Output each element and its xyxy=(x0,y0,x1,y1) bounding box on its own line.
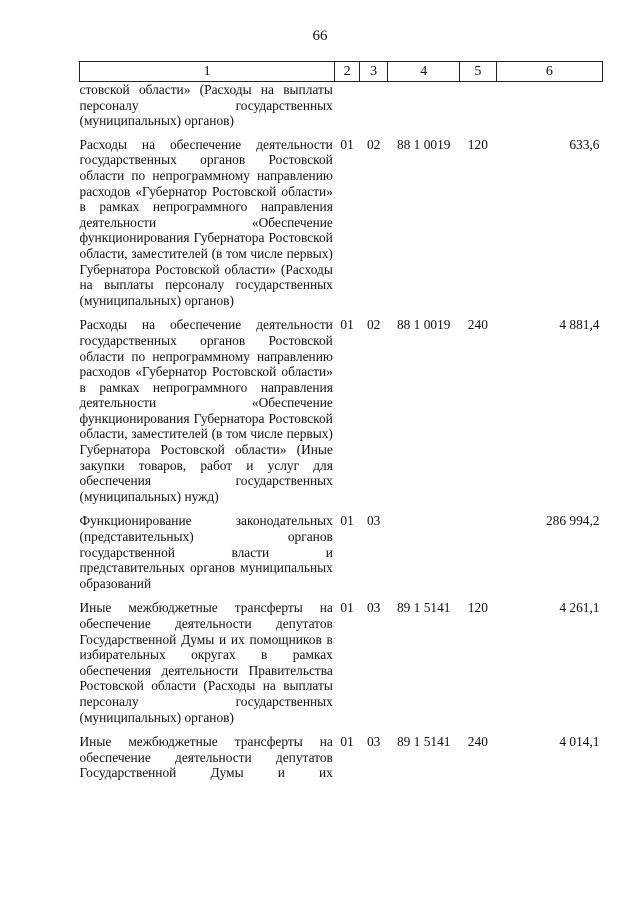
table-row xyxy=(80,82,603,137)
row-subsection: 02 xyxy=(366,136,381,152)
row-target-article: 89 1 5141 xyxy=(396,600,451,616)
row-target-article xyxy=(388,82,460,137)
row-subsection xyxy=(359,82,388,137)
table-row xyxy=(80,600,603,734)
budget-table xyxy=(79,61,603,790)
row-expense-type: 120 xyxy=(467,600,488,616)
row-target-article xyxy=(388,513,460,600)
header-col-1: 1 xyxy=(80,62,335,82)
row-expense-type xyxy=(459,513,496,600)
table-header xyxy=(80,62,603,82)
row-subsection: 03 xyxy=(366,600,381,616)
row-amount xyxy=(496,82,602,137)
row-amount: 4 014,1 xyxy=(559,734,600,750)
row-section: 01 xyxy=(340,317,354,333)
row-section: 01 xyxy=(340,600,354,616)
row-subsection: 03 xyxy=(366,513,381,529)
row-description: Расходы на обеспечение деятельности государственных органов Ростовской области по непрограммному направлению расходов «Губернатор Ростовской области» в рамках непрограммного направления деятельности «Обеспечение функционирования Губернатора Ростовской области, заместителей (в том числе первых) Губернатора Ростовской области» (Иные закупки товаров, работ и услуг для обеспечения государственных (муниципальных) нужд) xyxy=(79,317,333,504)
row-description: Функционирование законодательных (представительных) органов государственной власти и представительных органов муниципальных образований xyxy=(79,513,333,591)
row-target-article: 89 1 5141 xyxy=(396,734,451,750)
row-description: стовской области» (Расходы на выплаты персоналу государственных (муниципальных) органов) xyxy=(79,82,333,129)
header-col-2: 2 xyxy=(335,62,360,82)
row-expense-type: 240 xyxy=(467,734,488,750)
row-description: Иные межбюджетные трансферты на обеспечение деятельности депутатов Государственной Думы и их помощников в избирательных округах в рамках обеспечения деятельности Правительства Ростовской области (Расходы на выплаты персоналу государственных (муниципальных) органов) xyxy=(79,600,333,725)
row-amount: 633,6 xyxy=(569,136,600,152)
row-subsection: 02 xyxy=(366,317,381,333)
row-description: Иные межбюджетные трансферты на обеспечение деятельности депутатов Государственной Думы и их xyxy=(79,734,333,781)
row-section xyxy=(335,82,360,137)
row-section: 01 xyxy=(340,136,354,152)
row-subsection: 03 xyxy=(366,734,381,750)
page-number: 66 xyxy=(312,28,328,44)
table-row xyxy=(80,513,603,600)
table-row xyxy=(80,317,603,513)
table-row xyxy=(80,137,603,318)
header-col-4: 4 xyxy=(388,62,460,82)
row-amount: 4 261,1 xyxy=(559,600,600,616)
header-col-3: 3 xyxy=(359,62,388,82)
table-row xyxy=(80,734,603,790)
header-col-6: 6 xyxy=(496,62,602,82)
header-col-5: 5 xyxy=(459,62,496,82)
row-target-article: 88 1 0019 xyxy=(396,136,451,152)
row-section: 01 xyxy=(340,734,354,750)
row-description: Расходы на обеспечение деятельности государственных органов Ростовской области по непрограммному направлению расходов «Губернатор Ростовской области» в рамках непрограммного направления деятельности «Обеспечение функционирования Губернатора Ростовской области, заместителей (в том числе первых) Губернатора Ростовской области» (Расходы на выплаты персоналу государственных (муниципальных) органов) xyxy=(79,136,333,308)
row-section: 01 xyxy=(340,513,354,529)
row-target-article: 88 1 0019 xyxy=(396,317,451,333)
row-expense-type xyxy=(459,82,496,137)
row-amount: 286 994,2 xyxy=(545,513,600,529)
row-amount: 4 881,4 xyxy=(559,317,600,333)
row-expense-type: 240 xyxy=(467,317,488,333)
row-expense-type: 120 xyxy=(467,136,488,152)
